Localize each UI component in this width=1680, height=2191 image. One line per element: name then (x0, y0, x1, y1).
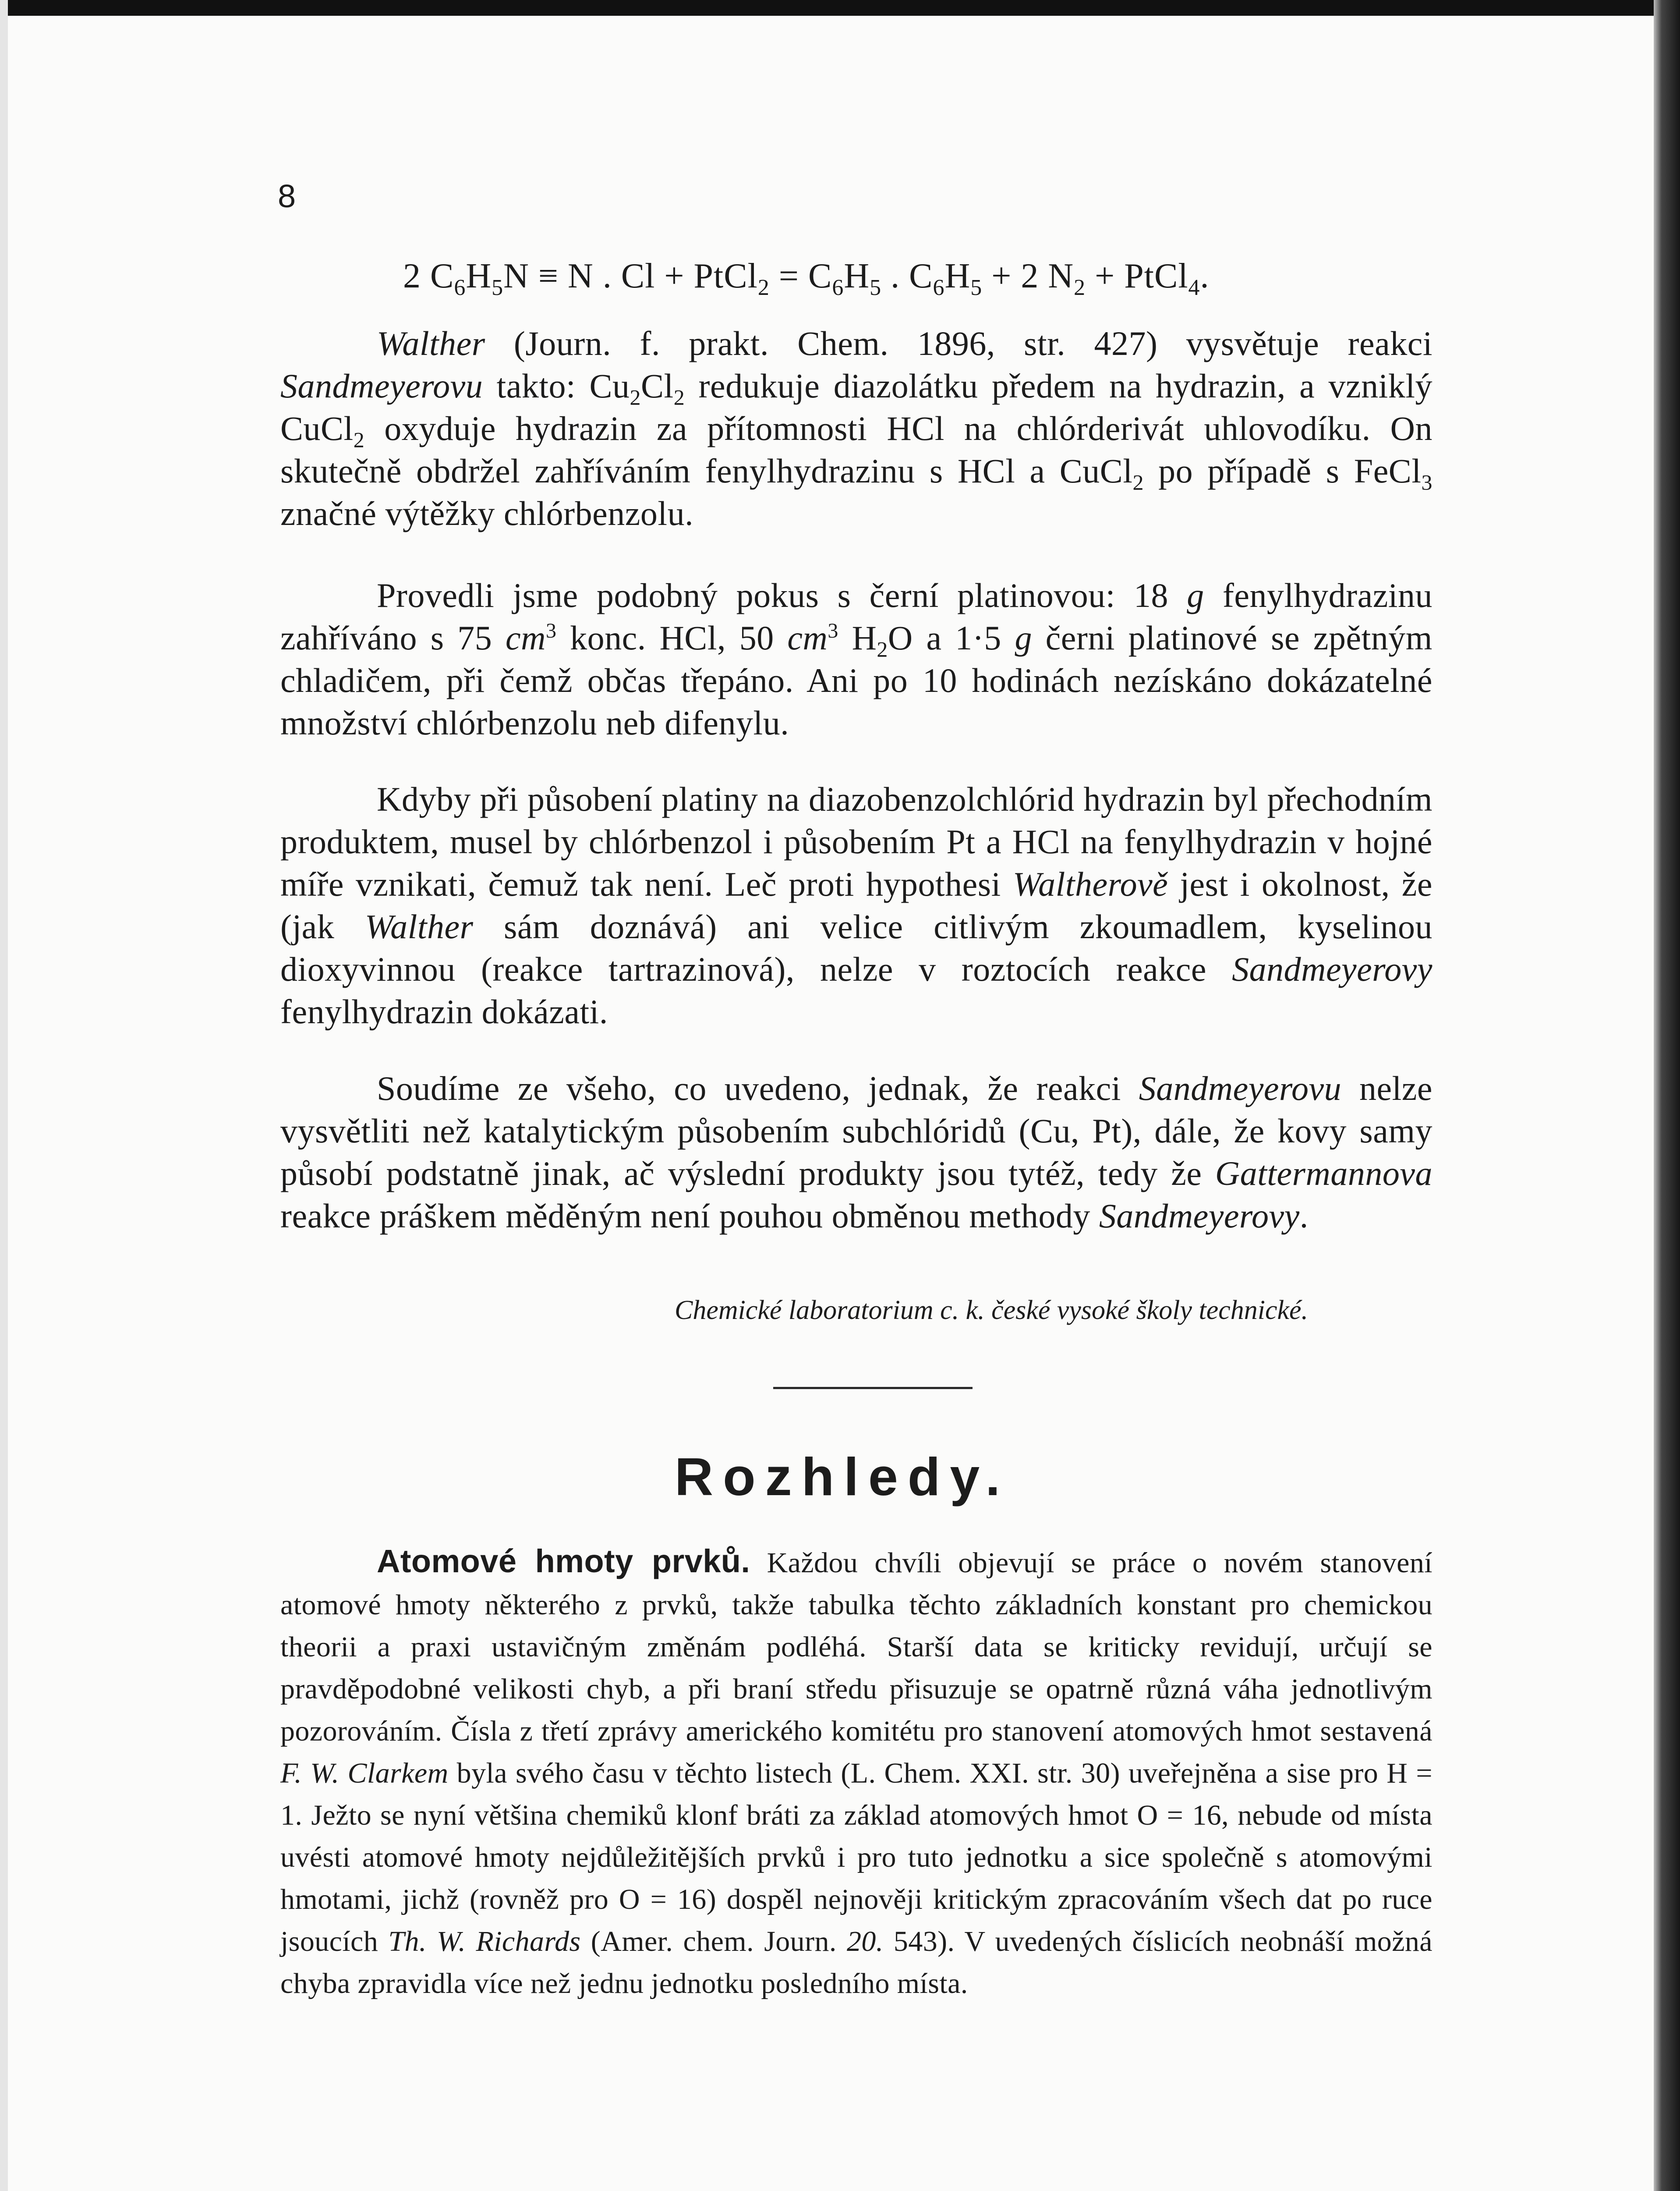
section-divider (773, 1387, 973, 1389)
paragraph-atomic-weights: Atomové hmoty prvků. Každou chvíli objevují se práce o novém stanovení atomové hmoty některého z prvků, takže tabulka těchto základních konstant pro chemickou theorii a praxi ustavičným změnám podléhá. Starší data se kriticky revidují, určují se pravděpodobné velikosti chyb, a při braní středu přisuzuje se opatrně různá váha jednotlivým pozorováním. Čísla z třetí zprávy amerického komitétu pro stanovení atomových hmot sestavená F. W. Clarkem byla svého času v těchto listech (L. Chem. XXI. str. 30) uveřejněna a sise pro H = 1. Ježto se nyní většina chemiků klonf bráti za základ atomových hmot O = 16, nebude od místa uvésti atomové hmoty nejdůležitějších prvků i pro tuto jednotku a sice společně s atomovými hmotami, jichž (rovněž pro O = 16) dospěl nejnověji kritickým zpracováním všech dat po ruce jsoucích Th. W. Richards (Amer. chem. Journ. 20. 543). V uvedených číslicích neobnáší možná chyba zpravidla více než jednu jednotku posledního místa. (280, 1543, 1432, 2000)
chemical-equation: 2 $C_6H_5N \equiv N$ . Cl + PtCl$_2$ = $C_6H_5$ . $C_6H_5 + 2$ $N_2$ + PtCl$_4$. (403, 257, 1210, 300)
paragraph-experiment: Provedli jsme podobný pokus s černí platinovou: 18 g fenylhydrazinu zahříváno s 75 $cm^3$ konc. HCl, 50 $cm^3$ $H_2O$ a 1·5 g černi platinové se zpětným chladičem, při čemž občas třepáno. Ani po 10 hodinách nezískáno dokázatelné množství chlórbenzolu neb difenylu. (280, 576, 1433, 742)
section-title: Rozhledy. (675, 1447, 1010, 1507)
triple-bond-symbol: ≡ (538, 257, 559, 295)
page-number: 8 (278, 178, 296, 214)
scan-border-right (1654, 0, 1680, 2191)
affiliation-line: Chemické laboratorium c. k. české vysoké školy technické. (675, 1295, 1309, 1325)
scan-border-left (0, 0, 8, 2191)
scan-border-top (0, 0, 1680, 16)
paragraph-conclusion: Soudíme ze všeho, co uvedeno, jednak, že reakci Sandmeyerovu nelze vysvětliti než katalytickým působením subchlóridů (Cu, Pt), dále, že kovy samy působí podstatně jinak, ač výslední produkty jsou tytéž, tedy že Gattermannova reakce práškem měděným není pouhou obměnou methody Sandmeyerovy. (280, 1069, 1433, 1235)
paragraph-walther: Walther (Journ. f. prakt. Chem. 1896, str. 427) vysvětuje reakci Sandmeyerovu takto: $Cu_2Cl_2$ redukuje diazolátku předem na hydrazin, a vzniklý CuCl$_2$ oxyduje hydrazin za přítomnosti HCl na chlórderivát uhlovodíku. On skutečně obdržel zahříváním fenylhydrazinu s HCl a CuCl$_2$ po případě s FeCl$_3$ značné výtěžky chlórbenzolu. (280, 324, 1433, 532)
paragraph-heading: Atomové hmoty prvků. (377, 1543, 750, 1579)
paragraph-hypothesis: Kdyby při působení platiny na diazobenzolchlórid hydrazin byl přechodním produktem, musel by chlórbenzol i působením Pt a HCl na fenylhydrazin v hojné míře vznikati, čemuž tak není. Leč proti hypothesi Waltherově jest i okolnost, že (jak Walther sám doznává) ani velice citlivým zkoumadlem, kyselinou dioxyvinnou (reakce tartrazinová), nelze v roztocích reakce Sandmeyerovy fenylhydrazin dokázati. (280, 780, 1433, 1031)
